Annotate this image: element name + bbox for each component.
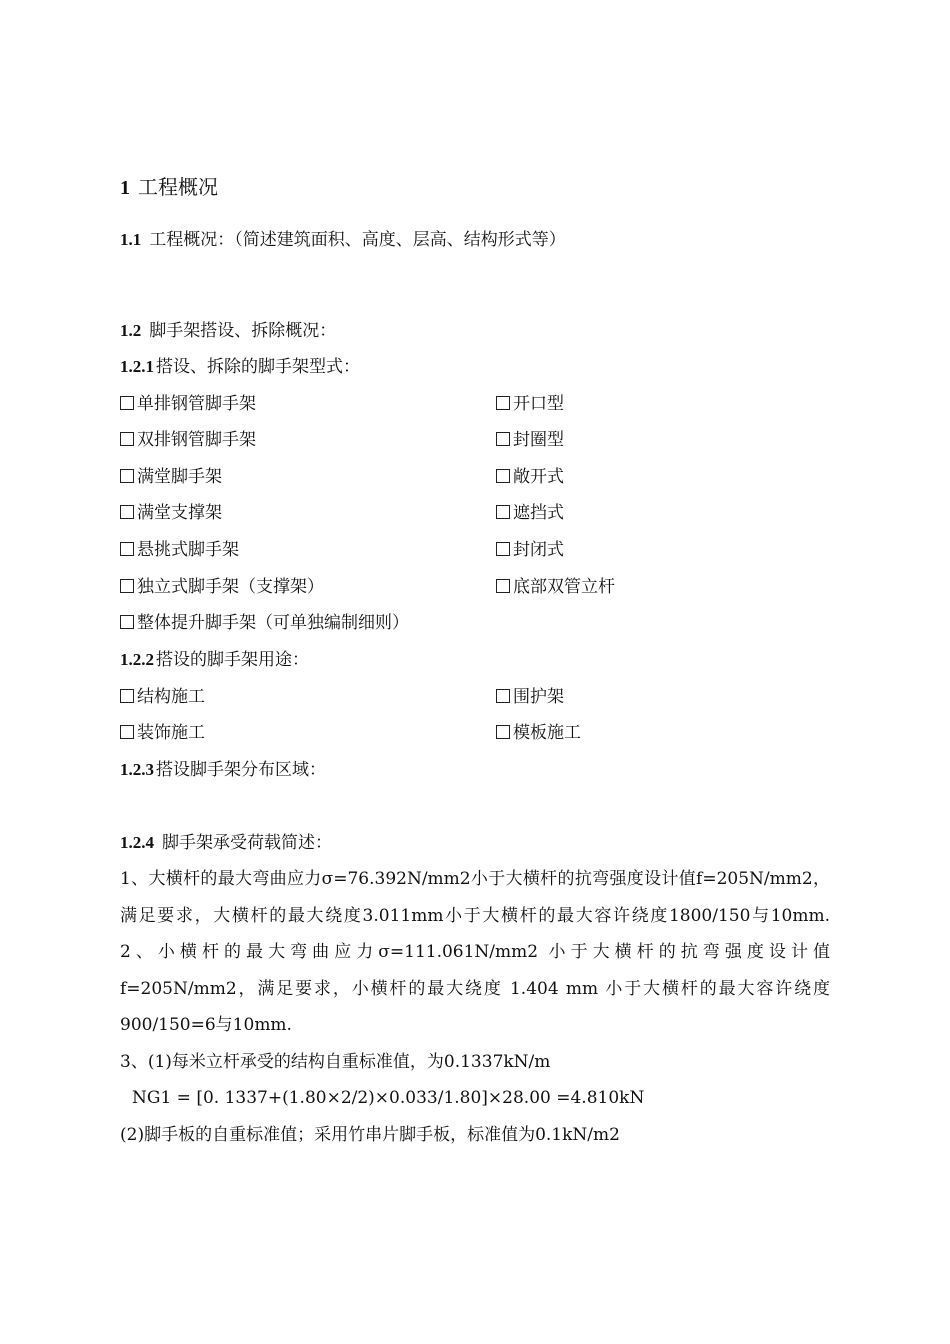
checkbox-item[interactable] [496,686,564,708]
checkbox-icon[interactable] [120,469,134,483]
paragraph-line: 2、小横杆的最大弯曲应力σ=111.061N/mm2 小于大横杆的抗弯强度设计值 [120,942,830,962]
section-number: 1.2.4 [120,833,154,852]
checkbox-label: 遮挡式 [513,503,564,523]
checkbox-item[interactable] [496,722,581,744]
section-title: 脚手架搭设、拆除概况： [149,321,337,341]
checkbox-icon[interactable] [496,579,510,593]
section-title: 搭设脚手架分布区域： [156,760,326,780]
checkbox-item[interactable] [120,686,205,708]
paragraph-line: 900/150=6与10mm. [120,1015,292,1035]
section-number: 1 [120,177,130,199]
checkbox-label: 单排钢管脚手架 [137,394,256,414]
section-heading-1 [120,176,218,199]
checkbox-icon[interactable] [120,396,134,410]
checkbox-icon[interactable] [120,579,134,593]
checkbox-icon[interactable] [120,615,134,629]
checkbox-icon[interactable] [496,505,510,519]
section-number: 1.1 [120,230,142,249]
section-heading-1-2-3 [120,759,326,781]
checkbox-label: 开口型 [513,394,564,414]
checkbox-item[interactable] [496,539,564,561]
checkbox-label: 敞开式 [513,467,564,487]
checkbox-icon[interactable] [496,469,510,483]
checkbox-item[interactable] [496,466,564,488]
paragraph-line: f=205N/mm2，满足要求，小横杆的最大绕度 1.404 mm 小于大横杆的最大容许绕度 [120,978,830,999]
section-title: 搭设的脚手架用途： [156,650,309,670]
checkbox-item[interactable] [120,429,256,451]
section-title: 工程概况 [138,175,218,199]
checkbox-label: 封闭式 [513,540,564,560]
paragraph-line: (2)脚手板的自重标准值；采用竹串片脚手板，标准值为0.1kN/m2 [120,1124,620,1145]
checkbox-icon[interactable] [496,689,510,703]
checkbox-label: 悬挑式脚手架 [137,540,239,560]
checkbox-label: 模板施工 [513,723,581,743]
paragraph-line: 满足要求，大横杆的最大绕度3.011mm小于大横杆的最大容许绕度1800/150与10mm. [120,905,830,926]
checkbox-label: 独立式脚手架（支撑架） [137,577,324,597]
checkbox-item[interactable] [120,466,222,488]
checkbox-item[interactable] [496,576,615,598]
checkbox-item[interactable] [120,539,239,561]
section-number: 1.2.2 [120,650,154,669]
checkbox-icon[interactable] [496,725,510,739]
checkbox-icon[interactable] [120,725,134,739]
checkbox-label: 整体提升脚手架（可单独编制细则） [137,613,409,633]
section-heading-1-2-4 [120,832,332,854]
checkbox-icon[interactable] [496,396,510,410]
section-number: 1.2.1 [120,357,154,376]
checkbox-label: 双排钢管脚手架 [137,430,256,450]
checkbox-label: 满堂支撑架 [137,503,222,523]
section-heading-1-1 [120,229,566,251]
checkbox-icon[interactable] [120,542,134,556]
section-number: 1.2 [120,321,142,340]
section-title: 搭设、拆除的脚手架型式： [156,357,360,377]
checkbox-item[interactable] [496,502,564,524]
checkbox-icon[interactable] [496,432,510,446]
checkbox-icon[interactable] [120,432,134,446]
formula-line: NG1 = [0. 1337+(1.80×2/2)×0.033/1.80]×28.00 =4.810kN [132,1088,645,1108]
checkbox-item[interactable] [120,612,409,634]
checkbox-item[interactable] [120,576,324,598]
checkbox-label: 封圈型 [513,430,564,450]
paragraph-line: 1、大横杆的最大弯曲应力σ=76.392N/mm2小于大横杆的抗弯强度设计值f=205N/mm2， [120,869,830,889]
checkbox-item[interactable] [120,722,205,744]
checkbox-icon[interactable] [496,542,510,556]
section-number: 1.2.3 [120,760,154,779]
load-description [120,861,830,1153]
paragraph-line: 3、(1)每米立杆承受的结构自重标准值，为0.1337kN/m [120,1051,551,1072]
section-title: 脚手架承受荷载简述： [162,833,332,853]
section-heading-1-2 [120,320,336,342]
checkbox-item[interactable] [496,393,564,415]
checkbox-icon[interactable] [120,505,134,519]
checkbox-label: 围护架 [513,687,564,707]
checkbox-label: 结构施工 [137,687,205,707]
section-title: 工程概况：（简述建筑面积、高度、层高、结构形式等） [149,230,566,250]
checkbox-item[interactable] [120,502,222,524]
section-heading-1-2-2 [120,649,309,671]
section-heading-1-2-1 [120,356,360,378]
checkbox-label: 装饰施工 [137,723,205,743]
checkbox-label: 满堂脚手架 [137,467,222,487]
checkbox-item[interactable] [120,393,256,415]
checkbox-icon[interactable] [120,689,134,703]
checkbox-item[interactable] [496,429,564,451]
checkbox-label: 底部双管立杆 [513,577,615,597]
